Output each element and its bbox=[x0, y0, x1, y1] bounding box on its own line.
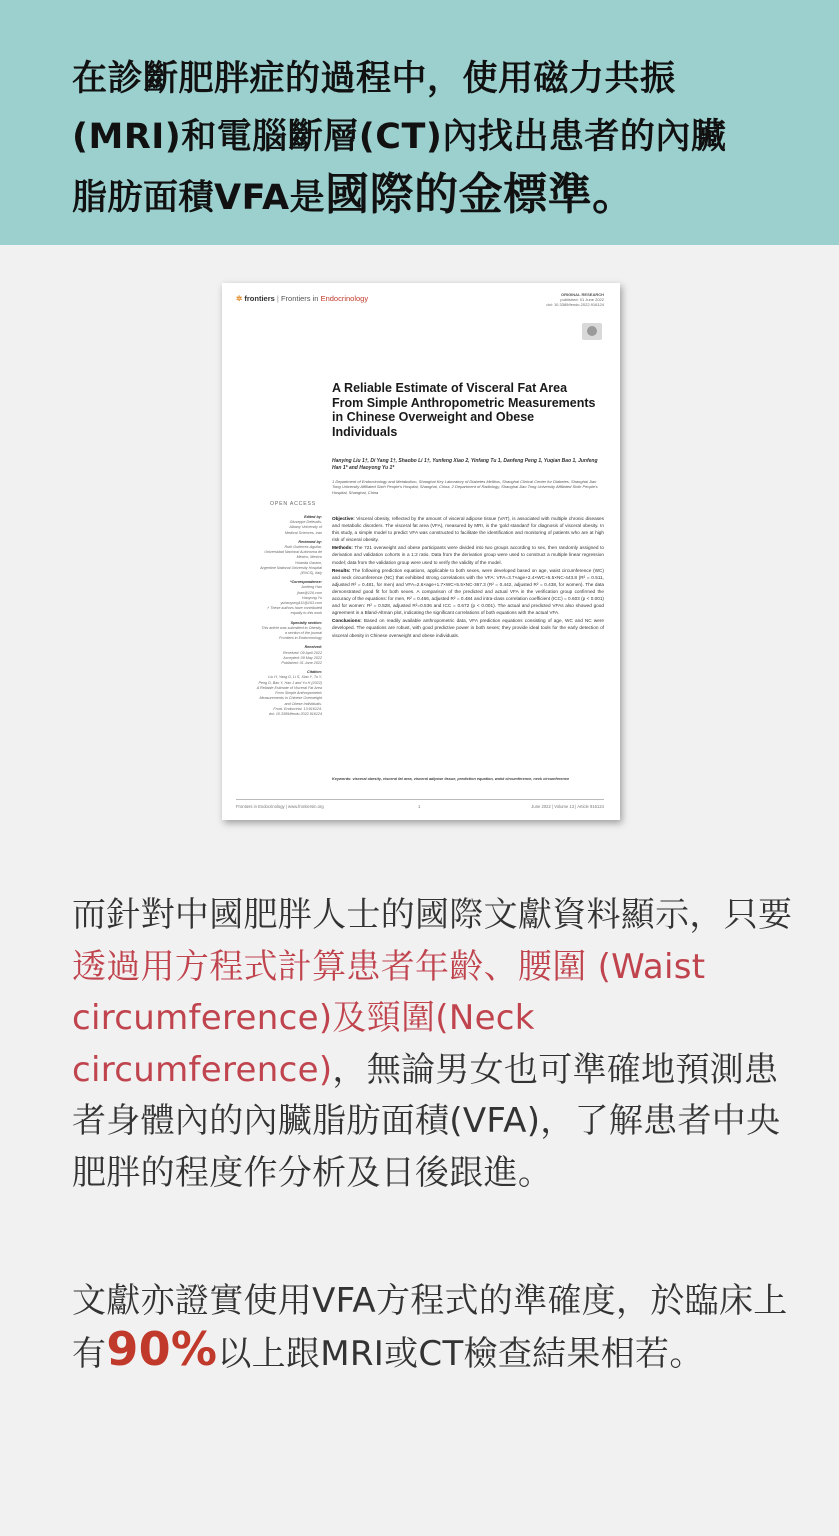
sidebar-line: Argentine National University Hospital bbox=[260, 565, 322, 570]
sidebar-line: doi: 10.3389/fendo.2022.916124 bbox=[268, 711, 322, 716]
paper-sidebar bbox=[236, 515, 322, 721]
footer-page-number: 1 bbox=[418, 804, 421, 809]
paper-title: A Reliable Estimate of Visceral Fat Area From Simple Anthropometric Measurements in Chinese Overweight and Obese Individuals bbox=[332, 381, 596, 439]
article-meta bbox=[546, 292, 604, 307]
sidebar-line: Medical Sciences, Iran bbox=[284, 530, 322, 535]
sidebar-line: A Reliable Estimate of Visceral Fat Area bbox=[256, 685, 322, 690]
headline-emphasis: 國際的金標準。 bbox=[325, 169, 637, 220]
sidebar-line: Frontiers in Endocrinology bbox=[279, 636, 322, 641]
paragraph-2 bbox=[72, 1275, 807, 1381]
sidebar-line: Giuseppe Defeudis, bbox=[289, 520, 322, 525]
sidebar-line: and Obese Individuals. bbox=[284, 701, 322, 706]
abstract-label: Objective: bbox=[332, 516, 355, 521]
headline-line-2: (MRI)和電腦斷層(CT)內找出患者的內臟 bbox=[72, 117, 727, 157]
sidebar-line: † These authors have contributed bbox=[267, 606, 322, 611]
abstract-label: Conclusions: bbox=[332, 618, 362, 624]
sidebar-line: (ENCS), Italy bbox=[300, 571, 322, 576]
sidebar-line: equally to this work bbox=[290, 611, 322, 616]
doi: doi: 10.3389/fendo.2022.916124 bbox=[546, 302, 604, 307]
sidebar-heading: Specialty section: bbox=[290, 620, 322, 625]
paragraph-1-highlight: 透過用方程式計算患者年齡、腰圍 (Waist circumference)及頸圍(Neck circumference) bbox=[72, 946, 706, 1090]
abstract-text: The following prediction equations, applicable to both sexes, were developed based on age, waist circumference (WC) and neck circumference (NC) that exhibited strong correlations with the VFA: VFA=3.7×age+2.4×WC+5.5×NC-443.8 (R² = 0.511, adjusted R² = 0.481, for men) and VFA=2.6×age+1.7×WC+5.5×NC-367.3 (R² = 0.442, adjusted R² = 0.438, for women). The data demonstrated good fit for both sexes. A comparison of the predicted and actual VFA in the verification group confirmed the accuracy of the equations: for men, R² = 0.466, adjusted R² = 0.484 and intra-class correlation coefficient (ICC) = 0.603 (p < 0.001) and for women: R² = 0.528, adjusted R²=0.536 and ICC = 0.672 (p < 0.001). The actual and predicted VFAs also showed good agreement in a Bland-Altman plot, indicating the significant correlations of both equations with the actual VFA. bbox=[332, 567, 604, 616]
sidebar-line: Measurements in Chinese Overweight bbox=[259, 696, 322, 701]
sidebar-line: Received: 09 April 2022 bbox=[282, 650, 322, 655]
journal-brand bbox=[236, 294, 368, 303]
paragraph-2-end: 以上跟MRI或CT檢查結果相若。 bbox=[217, 1334, 704, 1374]
sidebar-line: Ruth Gutierrez-Aguilar, bbox=[284, 545, 322, 550]
sidebar-heading: Citation: bbox=[307, 670, 322, 675]
sidebar-line: Albany University of bbox=[289, 525, 322, 530]
article-type: ORIGINAL RESEARCH bbox=[560, 292, 604, 297]
sidebar-line: yuhaoyong111@163.com bbox=[280, 601, 322, 606]
sidebar-heading: Received: bbox=[304, 645, 322, 650]
sidebar-line: Haoyong Yu bbox=[301, 595, 322, 600]
headline-line-1: 在診斷肥胖症的過程中，使用磁力共振 bbox=[72, 59, 676, 99]
sidebar-line: Published: 01 June 2022 bbox=[281, 661, 322, 666]
footer-right: June 2022 | Volume 13 | Article 916124 bbox=[531, 804, 604, 809]
paragraph-1-start: 而針對中國肥胖人士的國際文獻資料顯示，只要 bbox=[72, 895, 793, 935]
sidebar-line: This article was submitted to Obesity, bbox=[261, 625, 322, 630]
sidebar-line: Universidad Nacional Autónoma de bbox=[264, 550, 322, 555]
published-date: published: 01 June 2022 bbox=[560, 297, 604, 302]
paper-authors: Hanying Liu 1†, Di Yang 1†, Shaobo Li 1†, Yunfeng Xiao 2, Yinfang Tu 1, Danfeng Peng 1, Yuqian Bao 1, Junfeng Han 1* and Haoyong Yu 1* bbox=[332, 458, 598, 471]
abstract-section bbox=[332, 617, 604, 638]
paper-affiliations: 1 Department of Endocrinology and Metabolism, Shanghai Key Laboratory of Diabetes Mellitus, Shanghai Clinical Center for Diabetes, Shanghai Jiao Tong University Affiliated Sixth People's Hospital, Shanghai, China, 2 Department of Radiology, Shanghai Jiao Tong University Affiliated Sixth People's Hospital, Shanghai, China bbox=[332, 479, 598, 495]
paragraph-1 bbox=[72, 890, 807, 1199]
sidebar-line: México, Mexico bbox=[296, 555, 322, 560]
header-banner bbox=[0, 0, 839, 245]
footer-left: Frontiers in Endocrinology | www.frontiersin.org bbox=[236, 804, 324, 809]
sidebar-line: Accepted: 09 May 2022 bbox=[283, 655, 322, 660]
sidebar-line: Peng D, Bao Y, Han J and Yu H (2022) bbox=[258, 680, 322, 685]
paper-keywords: Keywords: visceral obesity, visceral fat area, visceral adipose tissue, prediction equation, waist circumference, neck circumference bbox=[332, 777, 570, 781]
sidebar-heading: *Correspondence: bbox=[290, 580, 322, 585]
check-updates-icon bbox=[582, 323, 602, 340]
paragraph-1-end: ，無論男女也可準確地預測患者身體內的內臟脂肪面積(VFA)，了解患者中央肥胖的程度作分析及日後跟進。 bbox=[72, 1049, 781, 1193]
sidebar-line: Front. Endocrinol. 13:916124. bbox=[273, 706, 322, 711]
sidebar-line: From Simple Anthropometric bbox=[275, 691, 322, 696]
headline-line-3: 脂肪面積VFA是 bbox=[72, 178, 326, 218]
research-paper-image bbox=[222, 283, 620, 820]
open-access-label: OPEN ACCESS bbox=[270, 501, 316, 507]
frontiers-logo-icon: ✲ bbox=[236, 294, 243, 303]
abstract-section bbox=[332, 567, 604, 617]
sidebar-heading: Edited by: bbox=[304, 515, 322, 519]
abstract-text: Visceral obesity, reflected by the amount of visceral adipose tissue (VAT), is associated with multiple chronic diseases and metabolic disorders. The visceral fat area (VFA), measured by MRI, is the 'gold standard' for diagnosis of visceral obesity. In this study, a simple model to predict VFA was constructed to facilitate the identification and monitoring of patients who are at high risk of visceral obesity. bbox=[332, 516, 604, 543]
abstract-section bbox=[332, 515, 604, 543]
sidebar-line: Junfeng Han bbox=[301, 585, 322, 590]
brand-divider: | bbox=[276, 294, 279, 303]
abstract-text: Based on readily available anthropometric data, VFA prediction equations consisting of age, WC and NC were developed. The equations are robust, with good predictive power in both sexes; they provide ideal tools for the early detection of visceral obesity in Chinese overweight and obese individuals. bbox=[332, 618, 604, 638]
footer-rule bbox=[236, 799, 604, 800]
sidebar-heading: Reviewed by: bbox=[298, 539, 322, 544]
paper-abstract bbox=[332, 515, 604, 640]
sidebar-line: a section of the journal bbox=[284, 631, 322, 636]
sidebar-line: Yolanda Gaston, bbox=[294, 560, 322, 565]
abstract-label: Results: bbox=[332, 567, 351, 573]
journal-name: Frontiers in Endocrinology bbox=[280, 294, 369, 303]
sidebar-line: jhan@126.com bbox=[297, 590, 322, 595]
brand-name: frontiers bbox=[244, 294, 275, 303]
accuracy-percentage: 90% bbox=[106, 1322, 218, 1376]
paragraph-2-start: 文獻亦證實使用VFA方程式的準確度，於臨床上有 bbox=[72, 1281, 788, 1374]
sidebar-line: Liu H, Yang D, Li S, Xiao Y, Tu Y, bbox=[268, 675, 322, 680]
header-headline bbox=[72, 50, 792, 227]
abstract-section bbox=[332, 544, 604, 565]
abstract-label: Methods: bbox=[332, 545, 353, 551]
abstract-text: The 721 overweight and obese participants were divided into two groups according to sex, then randomly assigned to derivation and validation cohorts in a 1:2 ratio. Data from the derivation group were used to construct a multiple linear regression model; data from the validation group were used to verify the validity of the model. bbox=[332, 545, 604, 565]
